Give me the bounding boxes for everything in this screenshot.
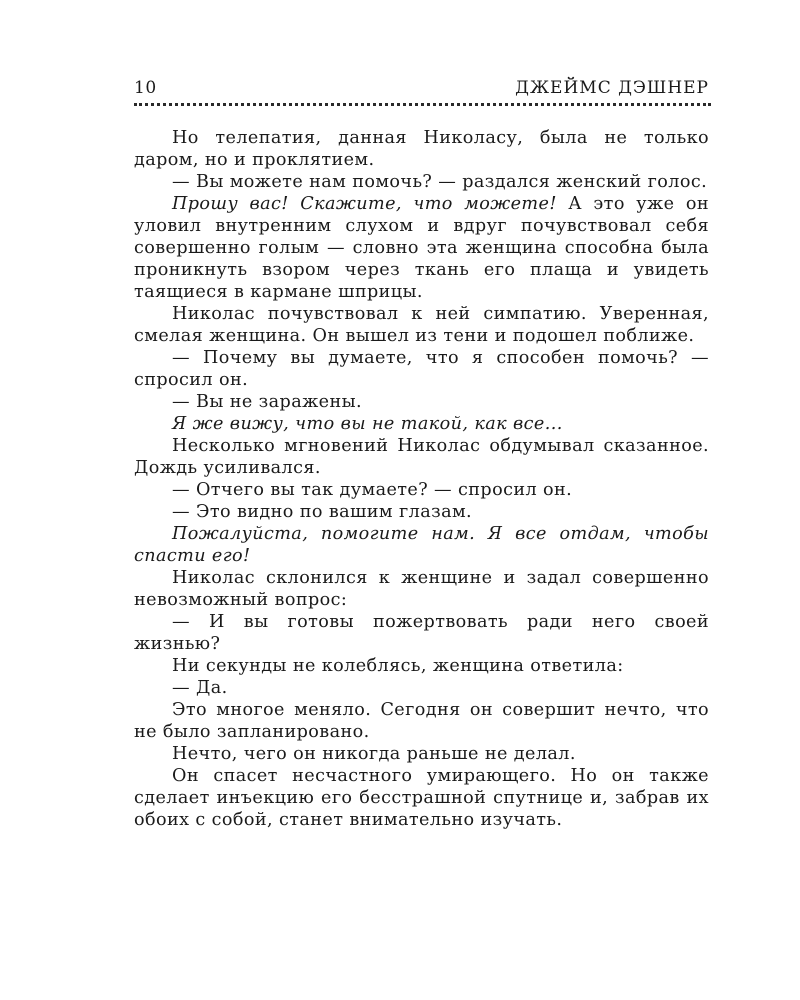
paragraph: Николас почувствовал к ней симпатию. Уверенная, смелая женщина. Он вышел из тени и подошел поближе.	[134, 304, 709, 346]
paragraph: — Вы можете нам помочь? — раздался женский голос.	[172, 172, 708, 192]
paragraph: Но телепатия, данная Николасу, была не только даром, но и проклятием.	[134, 128, 709, 170]
paragraph	[134, 193, 709, 303]
paragraph	[134, 523, 709, 567]
paragraph: — Да.	[172, 678, 228, 698]
paragraph-text: А это уже он уловил внутренним слухом и вдруг почувствовал себя совершенно голым — словно эта женщина способна была проникнуть взором через ткань его плаща и увидеть таящиеся в кармане шприцы.	[134, 194, 709, 302]
paragraph: Николас склонился к женщине и задал совершенно невозможный вопрос:	[134, 568, 709, 610]
italic-thought: Пожалуйста, помогите нам. Я все отдам, чтобы спасти его!	[134, 524, 709, 566]
paragraph: — Почему вы думаете, что я способен помочь? — спросил он.	[134, 348, 709, 390]
paragraph: Он спасет несчастного умирающего. Но он также сделает инъекцию его бесстрашной спутнице и, забрав их обоих с собой, станет внимательно изучать.	[134, 766, 709, 830]
paragraph: — И вы готовы пожертвовать ради него своей жизнью?	[134, 612, 709, 654]
paragraph: Нечто, чего он никогда раньше не делал.	[172, 744, 576, 764]
italic-thought: Я же вижу, что вы не такой, как все...	[172, 414, 563, 434]
dotted-header-rule	[134, 103, 711, 106]
italic-thought: Прошу вас! Скажите, что можете!	[172, 194, 557, 214]
paragraph: — Вы не заражены.	[172, 392, 362, 412]
paragraph: Несколько мгновений Николас обдумывал сказанное. Дождь усиливался.	[134, 436, 709, 478]
page-header	[134, 78, 709, 102]
body-text	[134, 127, 709, 831]
page-number: 10	[134, 78, 157, 98]
paragraph: — Отчего вы так думаете? — спросил он.	[172, 480, 573, 500]
running-head-author: ДЖЕЙМС ДЭШНЕР	[515, 78, 709, 98]
paragraph	[134, 413, 709, 435]
paragraph: Ни секунды не колеблясь, женщина ответила:	[172, 656, 624, 676]
paragraph: — Это видно по вашим глазам.	[172, 502, 473, 522]
paragraph: Это многое меняло. Сегодня он совершит нечто, что не было запланировано.	[134, 700, 709, 742]
